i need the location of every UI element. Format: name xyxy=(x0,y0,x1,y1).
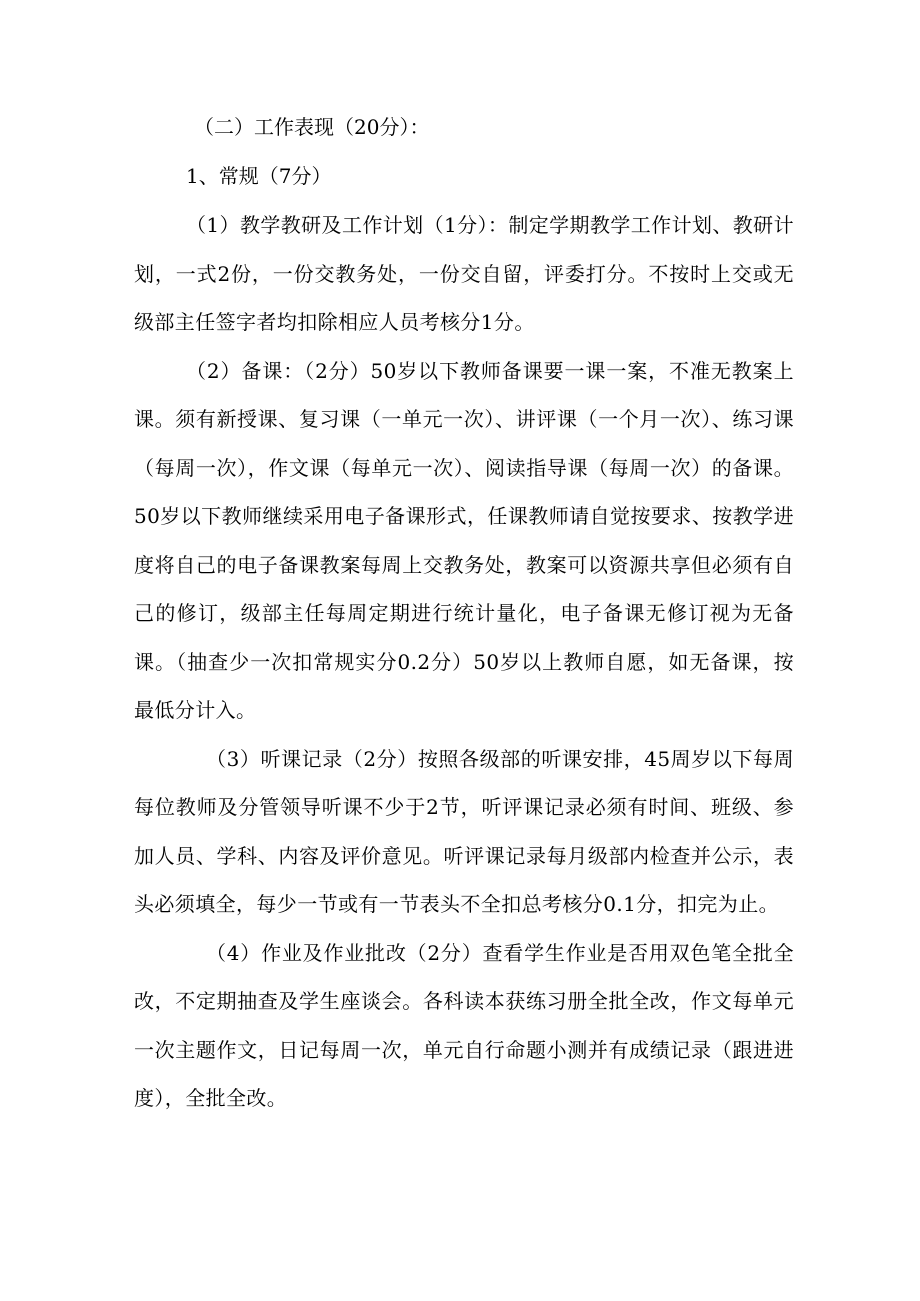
document-body xyxy=(134,103,794,1123)
paragraph-class-observation: （3）听课记录（2分）按照各级部的听课安排，45周岁以下每周每位教师及分管领导听课不少于2节，听评课记录必须有时间、班级、参加人员、学科、内容及评价意见。听评课记录每月级部内检查并公示，表头必须填全，每少一节或有一节表头不全扣总考核分0.1分，扣完为止。 xyxy=(134,746,794,916)
paragraph-lesson-prep: （2）备课：（2分）50岁以下教师备课要一课一案，不准无教案上课。须有新授课、复习课（一单元一次）、讲评课（一个月一次）、练习课（每周一次），作文课（每单元一次）、阅读指导课（每周一次）的备课。50岁以下教师继续采用电子备课形式，任课教师请自觉按要求、按教学进度将自己的电子备课教案每周上交教务处，教案可以资源共享但必须有自己的修订，级部主任每周定期进行统计量化，电子备课无修订视为无备课。（抽查少一次扣常规实分0.2分）50岁以上教师自愿，如无备课，按最低分计入。 xyxy=(134,358,794,722)
paragraph-homework-grading: （4）作业及作业批改（2分）查看学生作业是否用双色笔全批全改，不定期抽查及学生座谈会。各科读本获练习册全批全改，作文每单元一次主题作文，日记每周一次，单元自行命题小测并有成绩记录（跟进进度），全批全改。 xyxy=(134,940,794,1110)
paragraph-teaching-plan: （1）教学教研及工作计划（1分）：制定学期教学工作计划、教研计划，一式2份，一份交教务处，一份交自留，评委打分。不按时上交或无级部主任签字者均扣除相应人员考核分1分。 xyxy=(134,213,794,334)
section-heading: （二）工作表现（20分）： xyxy=(194,115,430,139)
subsection-heading: 1、常规（7分） xyxy=(186,164,332,188)
